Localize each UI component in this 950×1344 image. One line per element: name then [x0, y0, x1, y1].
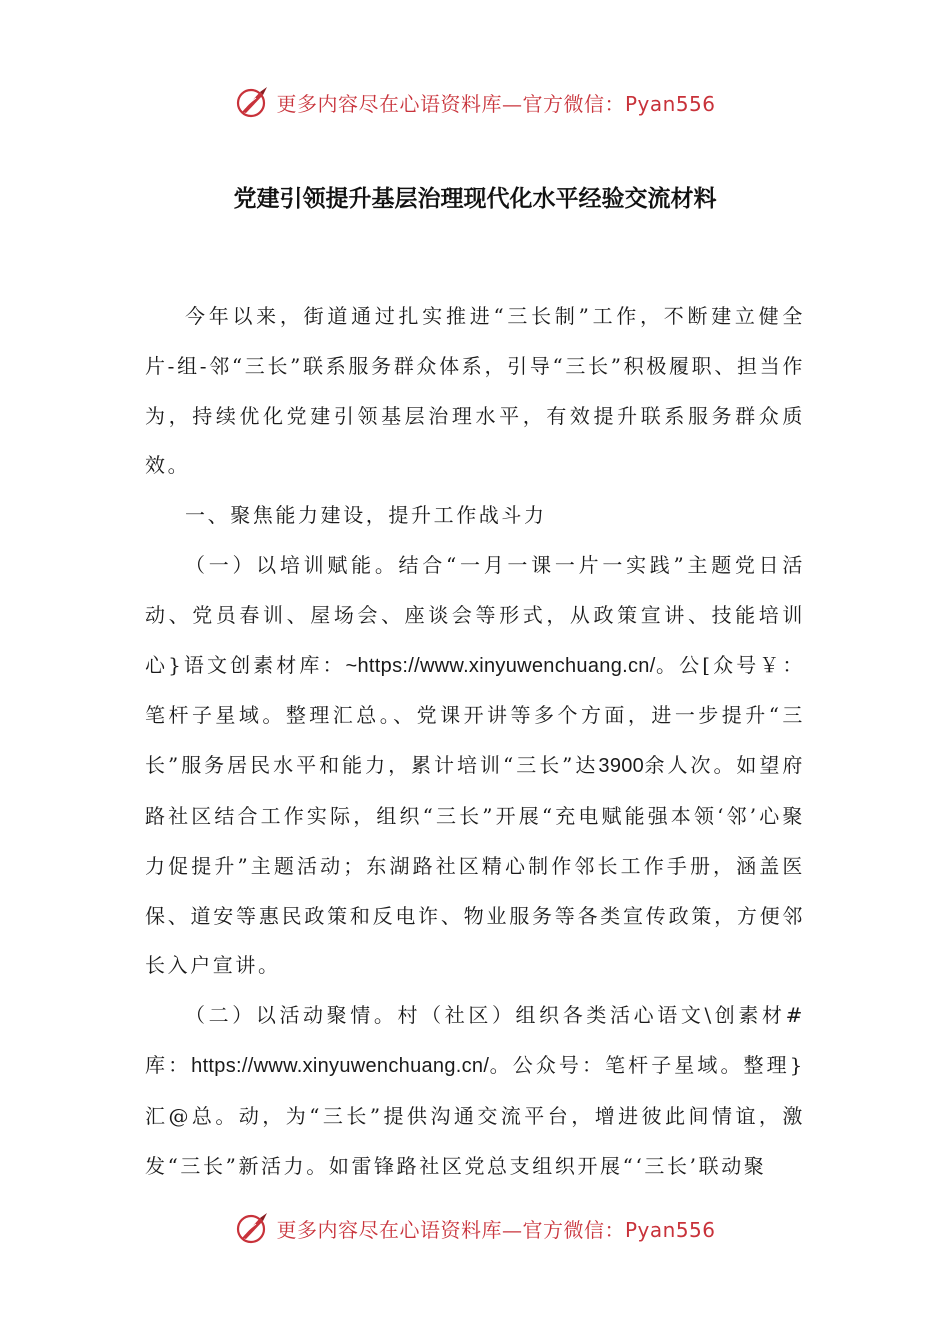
- section-1-heading: 一、聚焦能力建设，提升工作战斗力: [185, 503, 547, 528]
- intro-paragraph: 今年以来，街道通过扎实推进“三长制”工作，不断建立健全片-组-邻“三长”联系服务群众体系，引导“三长”积极履职、担当作为，持续优化党建引领基层治理水平，有效提升联系服务群众质效。: [145, 304, 805, 478]
- footer-banner-main-text: 更多内容尽在心语资料库: [276, 1217, 502, 1242]
- banner-text: [276, 88, 715, 117]
- paragraph-activities: [145, 991, 805, 1191]
- paragraph-activities-part-c: 。公众号：笔杆子星域。整理}汇@总。动，为“三长”提供沟通交流平台，增进彼此间情谊，激发“三长”新活力。如雷锋路社区党总支组织开展“‘三长’联动聚: [145, 1052, 805, 1178]
- document-title: 党建引领提升基层治理现代化水平经验交流材料: [233, 186, 717, 212]
- document-body: [145, 292, 805, 1191]
- paragraph-training-part-e: 余人次。如望府路社区结合工作实际，组织“三长”开展“充电赋能强本领‘邻’心聚力促提升”主题活动；东湖路社区精心制作邻长工作手册，涵盖医保、道安等惠民政策和反电诈、物业服务等各类宣传政策，方便邻长入户宣讲。: [145, 753, 805, 978]
- header-banner: [0, 82, 950, 122]
- banner-wechat-id: Pyan556: [624, 91, 716, 116]
- banner-separator: —: [501, 91, 523, 116]
- paragraph-training-url: ~https://www.xinyuwenchuang.cn/: [345, 654, 656, 677]
- paragraph-activities-url: https://www.xinyuwenchuang.cn/: [191, 1054, 490, 1077]
- footer-banner-text: [276, 1214, 715, 1243]
- paragraph-training-count: 3900: [598, 755, 645, 778]
- quill-logo-icon: [234, 84, 270, 120]
- footer-banner-wechat-id: Pyan556: [624, 1217, 716, 1242]
- banner-main-text: 更多内容尽在心语资料库: [276, 91, 502, 116]
- paragraph-training-part-a: （一）以培训赋能。结合“一月一课一片一实践”主题党日活动、党员春训、屋场会、座谈会等形式，从政策宣讲、技能培训心}语文创素材库：: [145, 552, 805, 677]
- footer-banner-separator: —: [501, 1217, 523, 1242]
- paragraph-training: [145, 541, 805, 991]
- quill-logo-icon: [234, 1210, 270, 1246]
- footer-banner: [0, 1208, 950, 1248]
- footer-banner-wechat-label: 官方微信：: [522, 1217, 625, 1242]
- paragraph-activities-part-a: （二）以活动聚情。村（社区）组织各类活心语文\创素材#库：: [145, 1003, 805, 1077]
- banner-wechat-label: 官方微信：: [522, 91, 625, 116]
- paragraph-training-part-c: 。公[众号￥：笔杆子星域。整理汇总。、党课开讲等多个方面，进一步提升“三长”服务居民水平和能力，累计培训“三长”达: [145, 652, 805, 778]
